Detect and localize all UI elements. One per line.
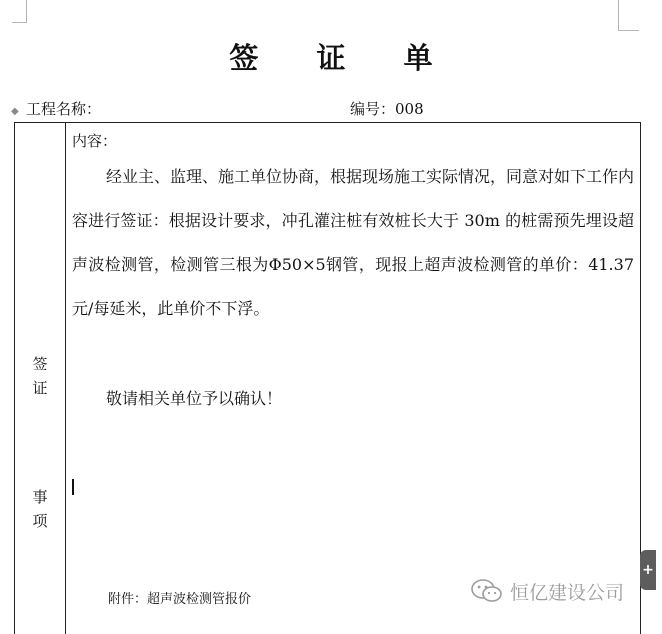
body-paragraph-2[interactable]: 敬请相关单位予以确认！ xyxy=(106,389,283,408)
table-column-divider xyxy=(65,122,66,634)
watermark xyxy=(470,576,624,606)
side-label-char: 证 xyxy=(32,379,48,397)
page-corner-mark-top-right xyxy=(618,0,639,31)
title-char-2: 证 xyxy=(316,41,346,75)
side-label-char: 事 xyxy=(32,488,48,506)
text-cursor xyxy=(72,479,74,495)
attachment-note[interactable]: 附件：超声波检测管报价 xyxy=(108,592,252,607)
side-label-shixiang xyxy=(15,485,65,533)
plus-icon: + xyxy=(642,562,654,578)
wechat-icon xyxy=(470,578,504,604)
document-number: 编号：008 xyxy=(350,100,424,118)
side-label-char: 项 xyxy=(32,512,48,530)
content-label: 内容： xyxy=(72,132,118,150)
side-expand-button[interactable] xyxy=(640,550,656,590)
body-paragraph-1[interactable]: 经业主、监理、施工单位协商，根据现场施工实际情况，同意对如下工作内容进行签证：根据设计要求，冲孔灌注桩有效桩长大于 30m 的桩需预先埋设超声波检测管，检测管三根为Φ50×5钢管，现报上超声波检测管的单价：41.37 元/每延米，此单价不下浮。 xyxy=(72,167,635,318)
title-char-1: 签 xyxy=(229,41,259,75)
table-anchor-icon: ◆ xyxy=(11,106,19,117)
page-corner-mark-top-left xyxy=(12,0,27,23)
table-border-top xyxy=(14,122,641,123)
side-label-char: 签 xyxy=(32,355,48,373)
watermark-text: 恒亿建设公司 xyxy=(510,581,625,604)
project-name-label: 工程名称： xyxy=(26,100,102,118)
document-title xyxy=(0,36,662,77)
title-char-3: 单 xyxy=(403,41,433,75)
side-label-qianzheng xyxy=(15,352,65,400)
